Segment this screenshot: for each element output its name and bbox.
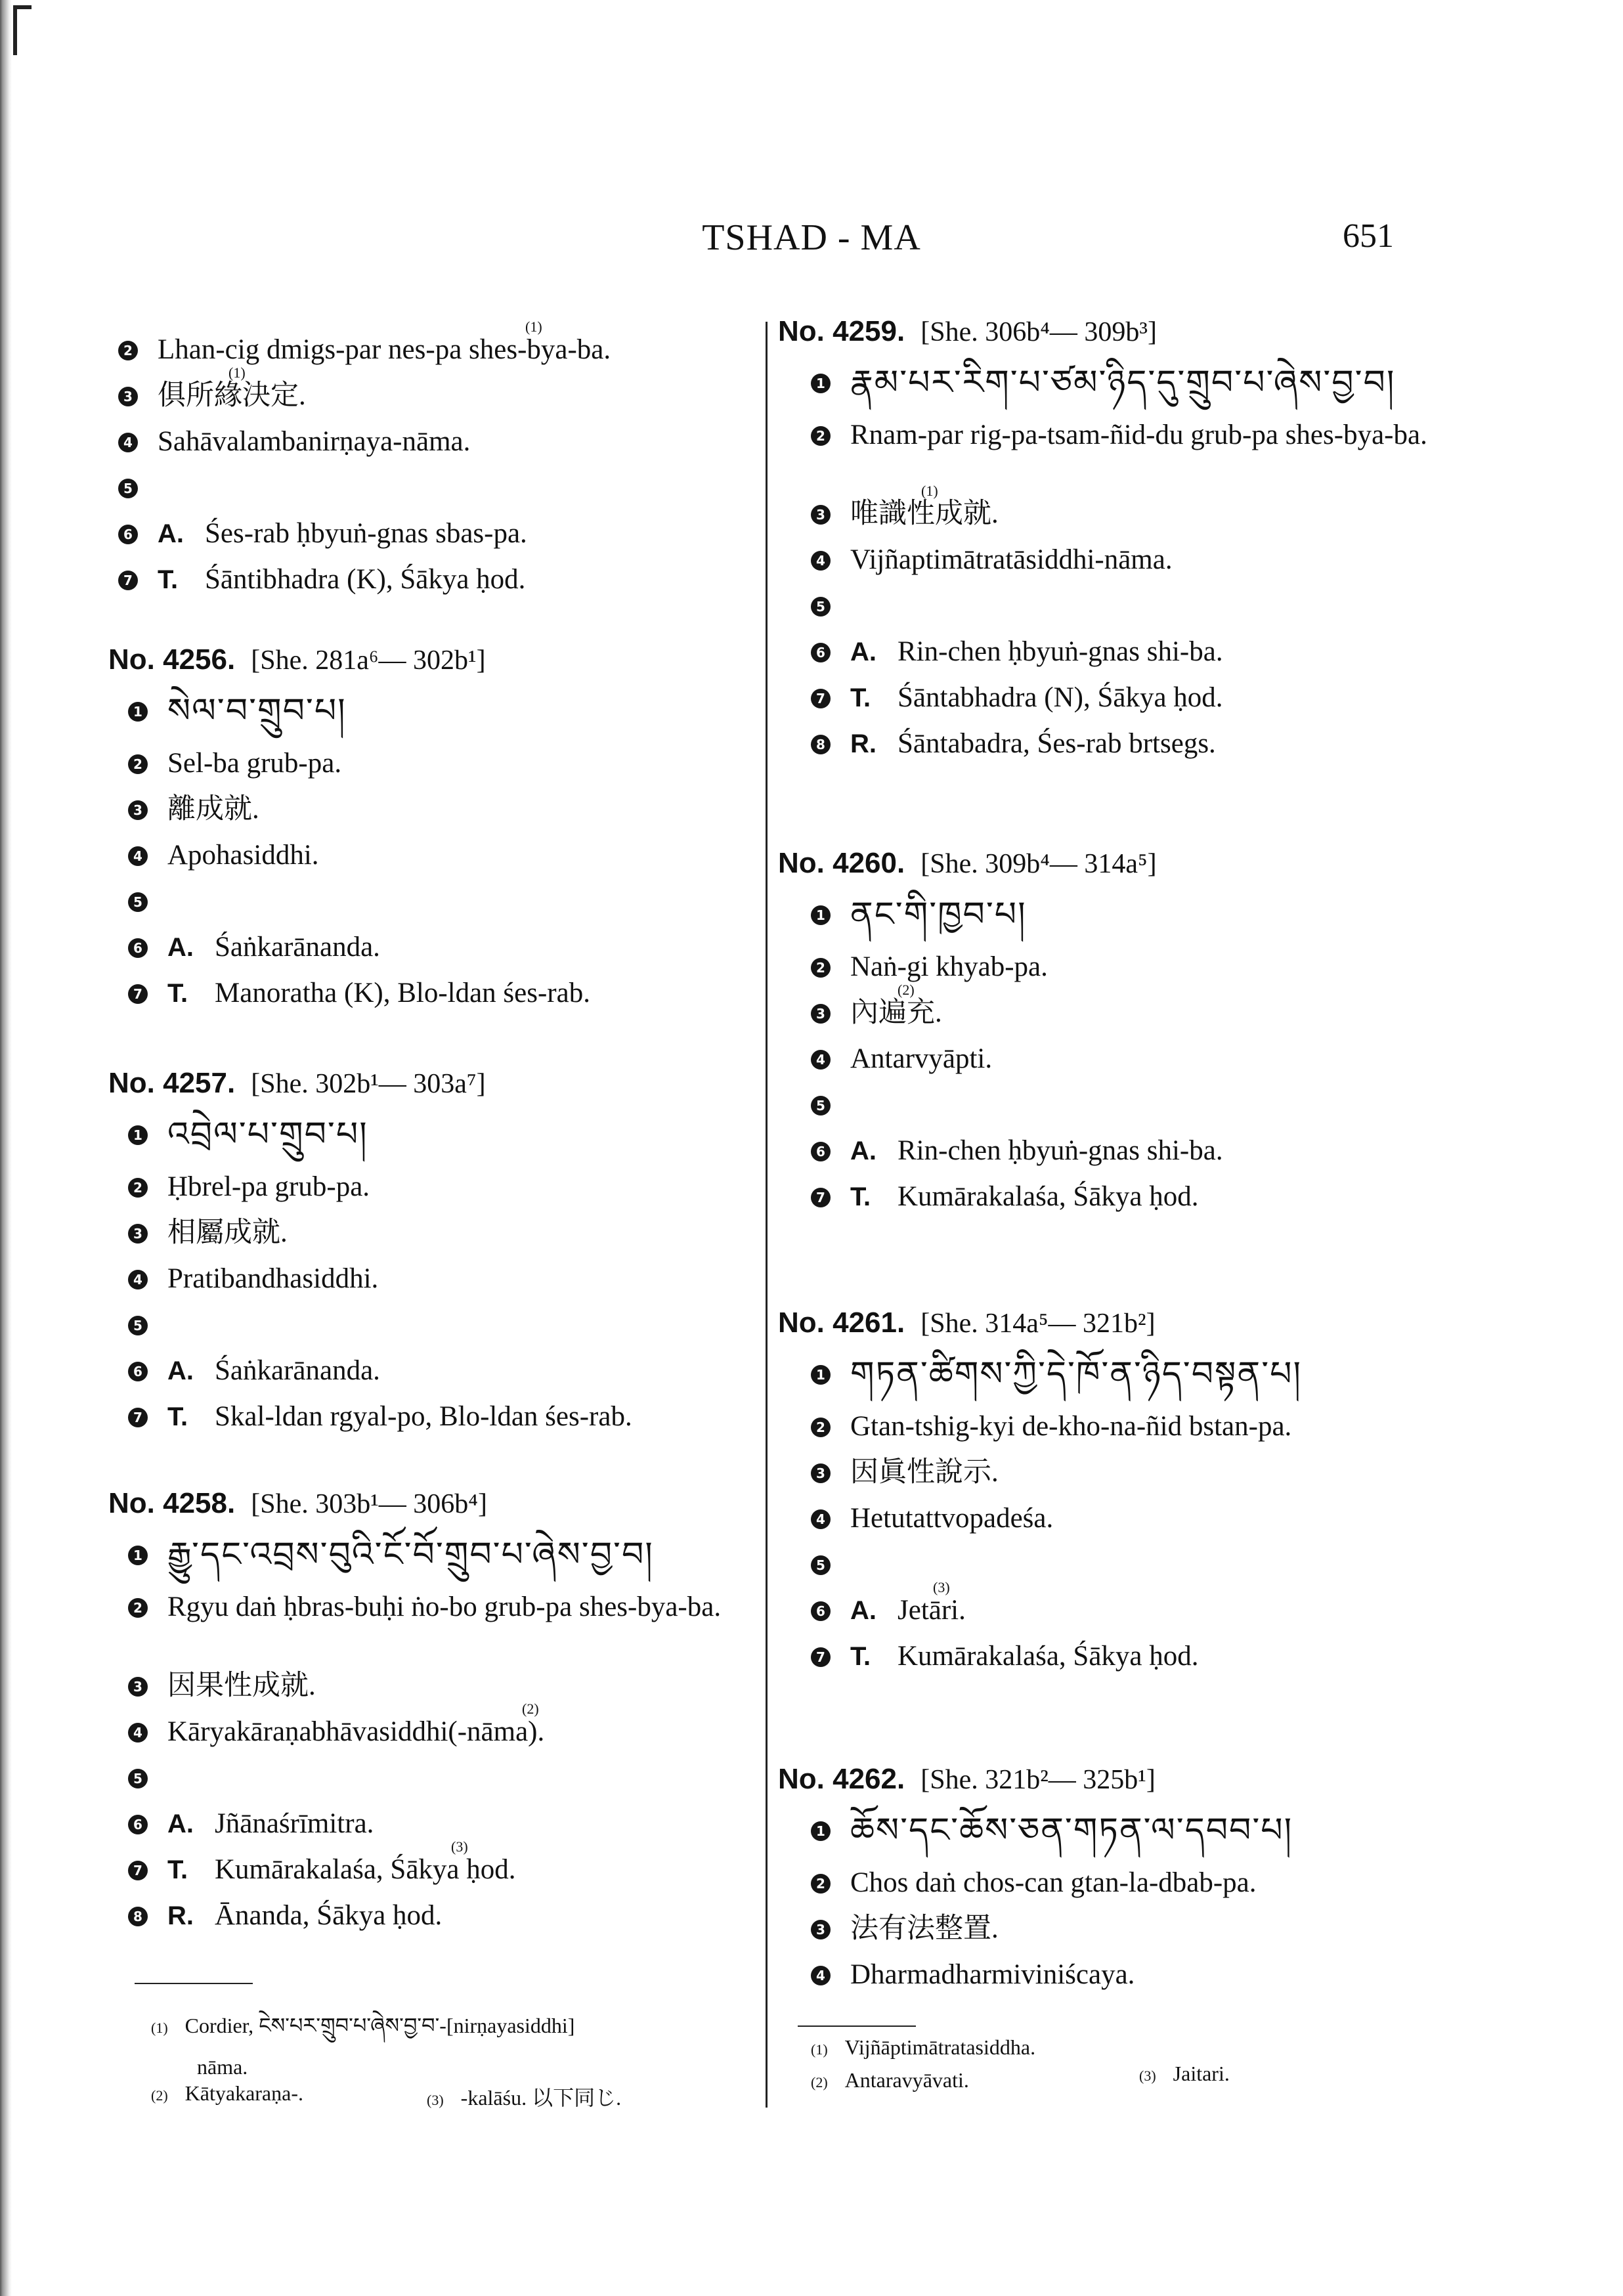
item-text (850, 634, 1223, 670)
footnote-text: Kātyakaraṇa-. (184, 2081, 303, 2105)
tibetan-title (850, 896, 1027, 933)
item-text (850, 417, 1441, 454)
item-label: Sahāvalambanirṇaya-nāma. (158, 426, 471, 457)
item-number-bullet: 1 (811, 1365, 831, 1385)
item-label: Hetutattvopadeśa. (850, 1503, 1054, 1534)
tibetan-title (167, 1536, 654, 1573)
item-label: ཆོས་དང་ཆོས་ཅན་གཏན་ལ་དབབ་པ། (850, 1811, 1293, 1850)
item-number-bullet: 6 (128, 938, 148, 958)
item-label: Rin-chen ḥbyuṅ-gnas shi-ba. (898, 636, 1223, 667)
item-number-bullet: 1 (811, 1821, 831, 1841)
item-text (167, 1806, 374, 1842)
item-label: Śāntabadra, Śes-rab brtsegs. (898, 728, 1216, 759)
footnote (811, 2035, 1035, 2060)
item-text (167, 1589, 745, 1626)
item-number-bullet: 1 (128, 1546, 148, 1565)
item-number-bullet: 8 (128, 1907, 148, 1926)
role-letter: R. (850, 729, 876, 758)
item-number-bullet: 4 (811, 1050, 831, 1070)
item-number-bullet: 3 (811, 1463, 831, 1483)
item-text (158, 423, 470, 460)
item-label: Rgyu daṅ ḥbras-buḥi ṅo-bo grub-pa shes-bya-ba. (167, 1592, 722, 1622)
item-number-bullet: 2 (811, 1418, 831, 1437)
item-label: Manoratha (K), Blo-ldan śes-rab. (215, 978, 590, 1008)
item-number-bullet: 3 (118, 387, 138, 406)
entry-heading (108, 1487, 487, 1520)
she-reference: [She. 281a⁶— 302b¹] (251, 645, 486, 676)
item-label: Jetāri. (898, 1595, 966, 1626)
she-reference: [She. 306b⁴— 309b³] (920, 317, 1157, 347)
item-label: Lhan-cig dmigs-par nes-pa shes-bya-ba. (158, 334, 611, 365)
footnote-text: -kalāśu. 以下同じ. (460, 2086, 622, 2110)
item-label: Kumārakalaśa, Śākya ḥod. (898, 1641, 1199, 1672)
item-text (850, 1041, 992, 1077)
footnote-text: Vijñāptimātratasiddha. (844, 2035, 1036, 2059)
item-number-bullet: 3 (811, 1004, 831, 1024)
entry-heading (778, 1307, 1156, 1339)
item-label: 俱所緣決定. (158, 380, 306, 411)
footnote-rule (135, 1983, 253, 1984)
item-number-bullet: 7 (811, 689, 831, 708)
item-label: རྣམ་པར་རིག་པ་ཙམ་ཉིད་དུ་གྲུབ་པ་ཞེས་བྱ་བ། (850, 363, 1396, 402)
role-letter: T. (158, 565, 179, 594)
item-number-bullet: 7 (128, 1861, 148, 1880)
tibetan-title (850, 364, 1395, 401)
item-text (167, 975, 590, 1012)
item-text (850, 1133, 1223, 1169)
item-number-bullet: 8 (811, 735, 831, 754)
item-label: Apohasiddhi. (167, 840, 319, 871)
tibetan-title (167, 1116, 368, 1153)
footnote-text: Jaitari. (1173, 2062, 1230, 2085)
she-reference: [She. 302b¹— 303a⁷] (251, 1069, 486, 1099)
role-letter: A. (850, 1137, 876, 1165)
item-label: Rin-chen ḥbyuṅ-gnas shi-ba. (898, 1135, 1223, 1166)
item-text (158, 561, 525, 598)
tibetan-title (167, 693, 347, 729)
item-number-bullet: 6 (811, 1601, 831, 1621)
item-number-bullet: 3 (811, 1920, 831, 1939)
item-number-bullet: 2 (811, 1874, 831, 1894)
footnote (1139, 2062, 1230, 2086)
item-text (167, 1668, 316, 1704)
item-text (850, 1911, 999, 1947)
footnote-marker: (1) (921, 483, 938, 499)
item-text (167, 1353, 380, 1389)
item-text (850, 726, 1216, 762)
item-text (850, 1957, 1135, 1993)
item-label: Śāntabhadra (N), Śākya ḥod. (898, 682, 1223, 713)
she-reference: [She. 303b¹— 306b⁴] (251, 1489, 487, 1519)
item-text (850, 1865, 1257, 1901)
entry-number: No. 4261. (778, 1307, 905, 1339)
item-label: Rnam-par rig-pa-tsam-ñid-du grub-pa shes-bya-ba. (850, 420, 1427, 450)
item-label: Śaṅkarānanda. (215, 1355, 380, 1386)
item-number-bullet: 7 (811, 1188, 831, 1207)
item-text (850, 542, 1173, 578)
item-label: Gtan-tshig-kyi de-kho-na-ñid bstan-pa. (850, 1411, 1292, 1442)
item-text (850, 680, 1223, 716)
role-letter: R. (167, 1901, 194, 1930)
footnote-rule (798, 2025, 916, 2027)
page-title: TSHAD - MA (702, 217, 921, 258)
entry-heading (108, 1067, 486, 1100)
item-text (167, 745, 341, 782)
item-text (167, 1852, 516, 1888)
entry-heading (778, 1763, 1156, 1796)
item-number-bullet: 2 (811, 958, 831, 978)
item-text (850, 949, 1048, 986)
footnote-number: (2) (151, 2087, 168, 2104)
item-label: 內遍充. (850, 997, 942, 1028)
footnote-number: (1) (151, 2020, 168, 2036)
item-label: Śaṅkarānanda. (215, 932, 380, 963)
item-text (850, 1179, 1199, 1215)
role-letter: A. (850, 1596, 876, 1625)
footnote-number: (3) (1139, 2068, 1156, 2084)
item-number-bullet: 7 (128, 984, 148, 1004)
role-letter: T. (850, 683, 871, 712)
role-letter: T. (167, 979, 188, 1008)
entry-number: No. 4256. (108, 643, 236, 676)
scan-edge (0, 0, 12, 2296)
item-number-bullet: 2 (128, 1178, 148, 1198)
item-label: རྒྱུ་དང་འབྲས་བུའི་ངོ་བོ་གྲུབ་པ་ཞེས་བྱ་བ། (167, 1535, 654, 1574)
item-number-bullet: 6 (128, 1815, 148, 1834)
footnote-number: (3) (427, 2092, 444, 2108)
entry-heading (778, 847, 1157, 880)
item-number-bullet: 6 (811, 1142, 831, 1161)
item-label: Chos daṅ chos-can gtan-la-dbab-pa. (850, 1867, 1257, 1898)
footnote-marker: (3) (451, 1838, 468, 1855)
item-label: 相屬成就. (167, 1217, 288, 1248)
item-text (167, 837, 319, 874)
item-number-bullet: 5 (128, 1769, 148, 1788)
she-reference: [She. 314a⁵— 321b²] (920, 1309, 1156, 1339)
item-number-bullet: 6 (128, 1362, 148, 1381)
item-number-bullet: 2 (118, 341, 138, 360)
item-number-bullet: 5 (118, 479, 138, 498)
footnote-marker: (2) (522, 1700, 539, 1717)
item-label: Ānanda, Śākya ḥod. (215, 1900, 443, 1931)
footnote-text: Cordier, ངེས་པར་གྲུབ་པ་ཞེས་བྱ་བ་-[nirṇayasiddhi] (184, 2014, 575, 2037)
role-letter: A. (167, 933, 194, 962)
item-label: འབྲེལ་པ་གྲུབ་པ། (167, 1115, 368, 1154)
item-label: Skal-ldan rgyal-po, Blo-ldan śes-rab. (215, 1401, 632, 1432)
role-letter: A. (167, 1809, 194, 1838)
item-label: 唯識性成就. (850, 498, 999, 529)
item-text (167, 1714, 544, 1750)
role-letter: A. (850, 638, 876, 666)
item-number-bullet: 5 (811, 597, 831, 617)
footnote-text: Antaravyāvati. (844, 2068, 969, 2092)
entry-number: No. 4262. (778, 1763, 905, 1795)
item-number-bullet: 3 (811, 505, 831, 525)
item-text (167, 1169, 370, 1205)
footnote-marker: (3) (933, 1579, 950, 1595)
item-label: 因眞性說示. (850, 1457, 999, 1488)
item-label: Dharmadharmiviniścaya. (850, 1959, 1135, 1990)
item-number-bullet: 4 (128, 1723, 148, 1743)
item-label: Kumārakalaśa, Śākya ḥod. (898, 1181, 1199, 1212)
item-label: 因果性成就. (167, 1670, 316, 1701)
item-number-bullet: 4 (811, 551, 831, 571)
item-text (850, 1592, 966, 1629)
item-number-bullet: 2 (128, 1598, 148, 1618)
item-number-bullet: 1 (811, 905, 831, 925)
item-number-bullet: 2 (811, 426, 831, 446)
item-label: 離成就. (167, 794, 259, 825)
item-label: Jñānaśrīmitra. (215, 1808, 374, 1839)
item-label: Vijñaptimātratāsiddhi-nāma. (850, 544, 1173, 575)
item-number-bullet: 1 (811, 374, 831, 393)
footnote (151, 2003, 574, 2062)
item-label: Kāryakāraṇabhāvasiddhi(-nāma). (167, 1716, 545, 1747)
footnote-marker: (1) (228, 364, 246, 381)
footnote (151, 2081, 303, 2106)
item-text (850, 1500, 1053, 1537)
item-number-bullet: 1 (128, 1125, 148, 1145)
item-number-bullet: 6 (811, 643, 831, 662)
item-label: Naṅ-gi khyab-pa. (850, 951, 1048, 982)
role-letter: T. (167, 1402, 188, 1431)
she-reference: [She. 321b²— 325b¹] (920, 1765, 1156, 1795)
item-label: Kumārakalaśa, Śākya ḥod. (215, 1854, 516, 1885)
entry-heading (778, 315, 1157, 348)
item-number-bullet: 5 (128, 892, 148, 912)
item-label: Sel-ba grub-pa. (167, 748, 342, 779)
item-number-bullet: 4 (811, 1509, 831, 1529)
entry-number: No. 4260. (778, 847, 905, 879)
item-text (850, 995, 942, 1031)
item-text (167, 791, 259, 828)
column-divider (766, 322, 768, 2108)
item-number-bullet: 5 (128, 1316, 148, 1335)
item-text (167, 1897, 442, 1934)
item-text (167, 929, 380, 966)
item-label: Antarvyāpti. (850, 1043, 993, 1074)
footnote-number: (1) (811, 2041, 828, 2058)
item-number-bullet: 2 (128, 754, 148, 774)
footnote-text: nāma. (197, 2055, 248, 2079)
role-letter: T. (167, 1855, 188, 1884)
item-label: 法有法整置. (850, 1913, 999, 1944)
item-number-bullet: 4 (118, 433, 138, 452)
role-letter: T. (850, 1182, 871, 1211)
role-letter: A. (167, 1356, 194, 1385)
item-label: སེལ་བ་གྲུབ་པ། (167, 691, 347, 731)
item-text (167, 1261, 378, 1297)
item-text (850, 496, 999, 532)
entry-heading (108, 643, 486, 676)
footnote (811, 2068, 969, 2092)
item-text (850, 1638, 1199, 1675)
role-letter: T. (850, 1642, 871, 1671)
she-reference: [She. 309b⁴— 314a⁵] (920, 849, 1157, 879)
item-text (158, 515, 527, 552)
footnote-marker: (1) (525, 318, 542, 335)
tibetan-title (850, 1356, 1302, 1393)
entry-number: No. 4258. (108, 1487, 236, 1519)
footnote (197, 2055, 248, 2079)
item-number-bullet: 5 (811, 1555, 831, 1575)
item-text (167, 1215, 288, 1251)
item-number-bullet: 3 (128, 1677, 148, 1697)
item-number-bullet: 4 (811, 1966, 831, 1985)
tibetan-title (850, 1812, 1293, 1849)
item-text (158, 332, 611, 368)
item-label: Śāntibhadra (K), Śākya ḥod. (205, 564, 526, 595)
item-number-bullet: 3 (128, 1224, 148, 1244)
item-number-bullet: 7 (118, 571, 138, 590)
item-number-bullet: 6 (118, 525, 138, 544)
item-text (850, 1408, 1291, 1445)
scan-mark (13, 5, 32, 55)
footnote-marker: (2) (898, 982, 915, 998)
entry-number: No. 4259. (778, 315, 905, 347)
item-text (167, 1398, 632, 1435)
item-number-bullet: 4 (128, 1270, 148, 1289)
item-label: Pratibandhasiddhi. (167, 1263, 379, 1294)
item-label: Ḥbrel-pa grub-pa. (167, 1171, 370, 1202)
item-number-bullet: 7 (811, 1647, 831, 1667)
item-number-bullet: 4 (128, 846, 148, 866)
item-label: ནང་གི་ཁྱབ་པ། (850, 895, 1027, 934)
item-number-bullet: 3 (128, 800, 148, 820)
item-label: གཏན་ཚིགས་ཀྱི་དེ་ཁོ་ན་ཉིད་བསྟན་པ། (850, 1354, 1303, 1394)
page-number: 651 (1343, 217, 1394, 255)
item-label: Śes-rab ḥbyuṅ-gnas sbas-pa. (205, 518, 527, 549)
entry-number: No. 4257. (108, 1067, 236, 1099)
item-text (850, 1454, 999, 1491)
footnote (427, 2081, 621, 2112)
role-letter: A. (158, 519, 184, 548)
item-number-bullet: 1 (128, 702, 148, 722)
item-text (158, 378, 306, 414)
item-number-bullet: 7 (128, 1408, 148, 1427)
item-number-bullet: 5 (811, 1096, 831, 1116)
footnote-number: (2) (811, 2074, 828, 2090)
